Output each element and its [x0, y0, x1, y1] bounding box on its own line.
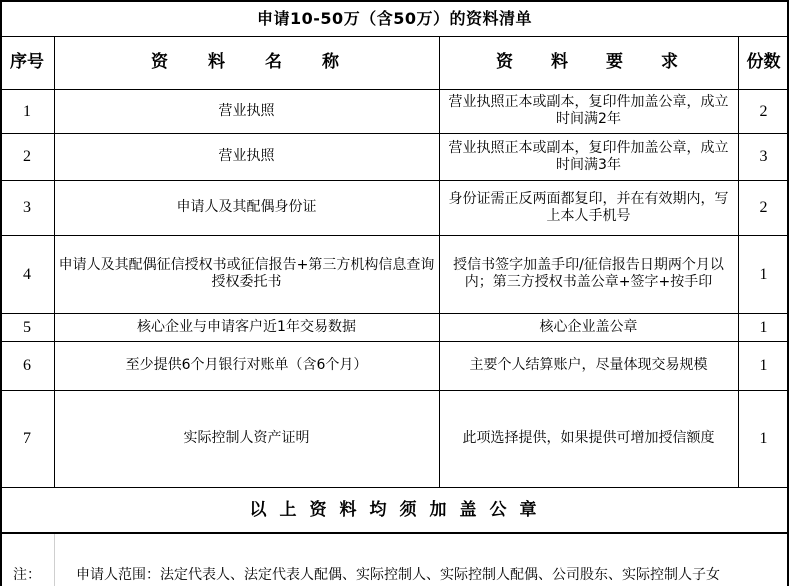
table-title: 申请10-50万（含50万）的资料清单 — [257, 8, 532, 28]
grid-line — [0, 532, 789, 534]
grid-line — [738, 36, 739, 487]
grid-line — [0, 0, 2, 586]
row-7-copies: 1 — [759, 430, 768, 447]
grid-line — [0, 89, 789, 90]
grid-line — [0, 341, 789, 342]
row-2-copies: 3 — [759, 148, 768, 165]
note-label: 注： — [13, 567, 41, 583]
grid-line — [54, 36, 55, 487]
header-seq: 序号 — [10, 52, 44, 72]
row-6-copies: 1 — [759, 357, 768, 374]
row-1-requirement: 营业执照正本或副本，复印件加盖公章，成立时间满2年 — [448, 94, 729, 127]
note-text: 申请人范围：法定代表人、法定代表人配偶、实际控制人、实际控制人配偶、公司股东、实际控制人子女 — [76, 567, 720, 583]
row-3-seq: 3 — [23, 199, 31, 216]
row-5-requirement: 核心企业盖公章 — [539, 318, 638, 335]
row-3-requirement: 身份证需正反两面都复印，并在有效期内，写上本人手机号 — [448, 190, 729, 224]
grid-line — [0, 235, 789, 236]
row-6-seq: 6 — [23, 357, 31, 374]
row-6-requirement: 主要个人结算账户，尽量体现交易规模 — [469, 357, 708, 373]
row-1-copies: 2 — [759, 102, 768, 120]
grid-line — [0, 180, 789, 181]
row-4-seq: 4 — [23, 265, 31, 283]
header-copies: 份数 — [746, 52, 781, 72]
row-4-name: 申请人及其配偶征信授权书或征信报告+第三方机构信息查询授权委托书 — [58, 257, 435, 290]
row-3-copies: 2 — [759, 199, 768, 216]
row-7-name: 实际控制人资产证明 — [183, 430, 310, 446]
row-5-seq: 5 — [23, 318, 31, 336]
grid-line — [0, 133, 789, 134]
grid-line — [439, 36, 440, 487]
stamp-footer: 以上资料均须加盖公章 — [249, 499, 550, 520]
row-1-name: 营业执照 — [218, 102, 275, 119]
grid-line — [0, 0, 789, 2]
row-2-name: 营业执照 — [218, 148, 275, 164]
row-7-seq: 7 — [23, 430, 31, 447]
row-5-copies: 1 — [759, 318, 768, 336]
row-4-copies: 1 — [759, 265, 768, 283]
header-name: 资料名称 — [151, 52, 379, 72]
row-5-name: 核心企业与申请客户近1年交易数据 — [137, 318, 356, 335]
grid-line — [0, 313, 789, 314]
row-3-name: 申请人及其配偶身份证 — [176, 199, 317, 215]
grid-line — [0, 487, 789, 488]
row-4-requirement: 授信书签字加盖手印/征信报告日期两个月以内；第三方授权书盖公章+签字+按手印 — [453, 257, 724, 290]
grid-line — [54, 534, 55, 586]
header-requirement: 资料要求 — [496, 52, 716, 72]
row-2-requirement: 营业执照正本或副本，复印件加盖公章，成立时间满3年 — [448, 139, 729, 173]
row-7-requirement: 此项选择提供，如果提供可增加授信额度 — [462, 430, 715, 446]
row-2-seq: 2 — [23, 148, 31, 165]
row-1-seq: 1 — [23, 102, 31, 120]
row-6-name: 至少提供6个月银行对账单（含6个月） — [125, 357, 368, 373]
grid-line — [0, 390, 789, 391]
grid-line — [0, 36, 789, 37]
